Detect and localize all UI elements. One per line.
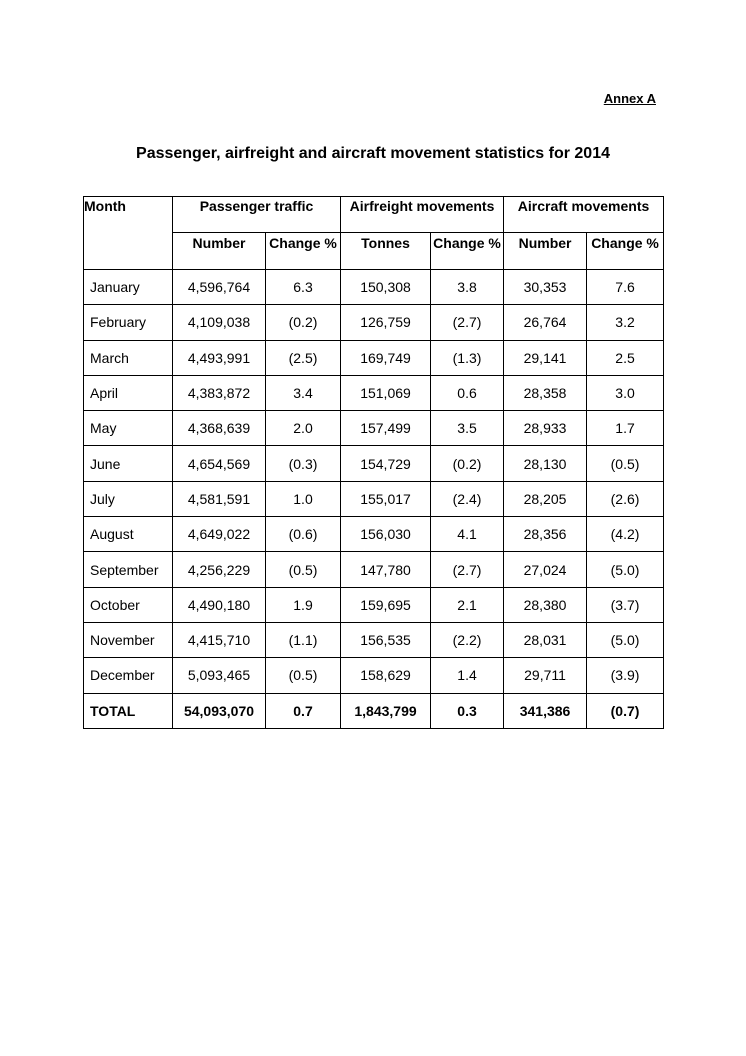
cell-aircraft-number: 28,205 <box>504 481 587 516</box>
cell-airfreight-change: (2.4) <box>431 481 504 516</box>
cell-airfreight-tonnes: 159,695 <box>341 587 431 622</box>
cell-passenger-number: 4,383,872 <box>173 375 266 410</box>
cell-aircraft-change: (5.0) <box>587 552 664 587</box>
cell-passenger-number: 4,490,180 <box>173 587 266 622</box>
cell-airfreight-change: 4.1 <box>431 517 504 552</box>
cell-airfreight-tonnes: 151,069 <box>341 375 431 410</box>
cell-airfreight-tonnes: 155,017 <box>341 481 431 516</box>
cell-passenger-change: (1.1) <box>266 622 341 657</box>
cell-airfreight-tonnes: 154,729 <box>341 446 431 481</box>
cell-airfreight-tonnes: 156,535 <box>341 622 431 657</box>
cell-airfreight-tonnes: 169,749 <box>341 340 431 375</box>
cell-month: November <box>84 622 173 657</box>
cell-airfreight-change: 3.8 <box>431 270 504 305</box>
cell-month: May <box>84 411 173 446</box>
subheader-aircraft-change: Change % <box>587 233 664 270</box>
cell-month: October <box>84 587 173 622</box>
cell-passenger-number: 4,109,038 <box>173 305 266 340</box>
cell-aircraft-change: (4.2) <box>587 517 664 552</box>
cell-passenger-number: 4,368,639 <box>173 411 266 446</box>
cell-airfreight-change: 0.6 <box>431 375 504 410</box>
cell-airfreight-tonnes: 157,499 <box>341 411 431 446</box>
cell-aircraft-number: 27,024 <box>504 552 587 587</box>
cell-passenger-number: 4,649,022 <box>173 517 266 552</box>
cell-passenger-number: 4,493,991 <box>173 340 266 375</box>
header-aircraft-movements: Aircraft movements <box>504 197 664 233</box>
table-row <box>84 411 664 446</box>
cell-aircraft-number: 341,386 <box>504 693 587 728</box>
cell-passenger-change: (0.5) <box>266 658 341 693</box>
cell-airfreight-tonnes: 150,308 <box>341 270 431 305</box>
cell-passenger-change: (0.6) <box>266 517 341 552</box>
cell-airfreight-change: (2.7) <box>431 552 504 587</box>
cell-aircraft-change: 1.7 <box>587 411 664 446</box>
cell-passenger-change: 3.4 <box>266 375 341 410</box>
header-passenger-traffic: Passenger traffic <box>173 197 341 233</box>
cell-aircraft-change: (0.7) <box>587 693 664 728</box>
cell-passenger-change: 0.7 <box>266 693 341 728</box>
cell-passenger-change: 1.9 <box>266 587 341 622</box>
table-row <box>84 375 664 410</box>
cell-aircraft-number: 28,356 <box>504 517 587 552</box>
table-row <box>84 658 664 693</box>
total-row <box>84 693 664 728</box>
cell-aircraft-number: 26,764 <box>504 305 587 340</box>
cell-airfreight-change: 1.4 <box>431 658 504 693</box>
table-row <box>84 270 664 305</box>
cell-airfreight-change: (0.2) <box>431 446 504 481</box>
cell-airfreight-tonnes: 158,629 <box>341 658 431 693</box>
cell-passenger-change: 6.3 <box>266 270 341 305</box>
header-airfreight-movements: Airfreight movements <box>341 197 504 233</box>
cell-aircraft-change: 3.2 <box>587 305 664 340</box>
table-row <box>84 587 664 622</box>
cell-month: February <box>84 305 173 340</box>
cell-passenger-number: 4,256,229 <box>173 552 266 587</box>
cell-aircraft-number: 28,031 <box>504 622 587 657</box>
cell-passenger-change: (0.3) <box>266 446 341 481</box>
cell-passenger-change: 1.0 <box>266 481 341 516</box>
subheader-passenger-change: Change % <box>266 233 341 270</box>
cell-month: TOTAL <box>84 693 173 728</box>
statistics-table <box>83 196 664 729</box>
table-body <box>84 270 664 729</box>
cell-month: July <box>84 481 173 516</box>
subheader-passenger-number: Number <box>173 233 266 270</box>
cell-airfreight-change: (2.2) <box>431 622 504 657</box>
cell-airfreight-tonnes: 147,780 <box>341 552 431 587</box>
table-row <box>84 622 664 657</box>
cell-passenger-number: 4,415,710 <box>173 622 266 657</box>
cell-aircraft-change: (5.0) <box>587 622 664 657</box>
cell-aircraft-change: 2.5 <box>587 340 664 375</box>
subheader-aircraft-number: Number <box>504 233 587 270</box>
cell-aircraft-change: (2.6) <box>587 481 664 516</box>
cell-aircraft-number: 28,380 <box>504 587 587 622</box>
cell-airfreight-change: 3.5 <box>431 411 504 446</box>
table-row <box>84 340 664 375</box>
cell-aircraft-number: 28,130 <box>504 446 587 481</box>
cell-month: January <box>84 270 173 305</box>
cell-passenger-number: 4,596,764 <box>173 270 266 305</box>
cell-aircraft-change: 3.0 <box>587 375 664 410</box>
cell-passenger-number: 4,581,591 <box>173 481 266 516</box>
cell-month: September <box>84 552 173 587</box>
cell-month: April <box>84 375 173 410</box>
table-row <box>84 305 664 340</box>
header-month: Month <box>84 197 173 270</box>
table-row <box>84 446 664 481</box>
table-row <box>84 517 664 552</box>
cell-aircraft-change: 7.6 <box>587 270 664 305</box>
cell-aircraft-number: 30,353 <box>504 270 587 305</box>
cell-passenger-number: 54,093,070 <box>173 693 266 728</box>
cell-airfreight-change: (2.7) <box>431 305 504 340</box>
cell-month: March <box>84 340 173 375</box>
page-title: Passenger, airfreight and aircraft movement statistics for 2014 <box>136 145 610 162</box>
cell-month: June <box>84 446 173 481</box>
cell-aircraft-change: (3.9) <box>587 658 664 693</box>
table-row <box>84 481 664 516</box>
cell-aircraft-number: 29,711 <box>504 658 587 693</box>
cell-passenger-change: 2.0 <box>266 411 341 446</box>
cell-passenger-number: 4,654,569 <box>173 446 266 481</box>
cell-passenger-number: 5,093,465 <box>173 658 266 693</box>
cell-month: December <box>84 658 173 693</box>
cell-aircraft-number: 28,358 <box>504 375 587 410</box>
cell-month: August <box>84 517 173 552</box>
cell-airfreight-tonnes: 156,030 <box>341 517 431 552</box>
table-row <box>84 552 664 587</box>
cell-aircraft-number: 28,933 <box>504 411 587 446</box>
subheader-airfreight-change: Change % <box>431 233 504 270</box>
cell-aircraft-number: 29,141 <box>504 340 587 375</box>
annex-label: Annex A <box>603 91 656 106</box>
cell-airfreight-change: (1.3) <box>431 340 504 375</box>
cell-airfreight-change: 0.3 <box>431 693 504 728</box>
cell-passenger-change: (0.2) <box>266 305 341 340</box>
cell-aircraft-change: (0.5) <box>587 446 664 481</box>
cell-aircraft-change: (3.7) <box>587 587 664 622</box>
cell-airfreight-tonnes: 1,843,799 <box>341 693 431 728</box>
cell-airfreight-tonnes: 126,759 <box>341 305 431 340</box>
cell-passenger-change: (0.5) <box>266 552 341 587</box>
subheader-airfreight-tonnes: Tonnes <box>341 233 431 270</box>
cell-passenger-change: (2.5) <box>266 340 341 375</box>
cell-airfreight-change: 2.1 <box>431 587 504 622</box>
